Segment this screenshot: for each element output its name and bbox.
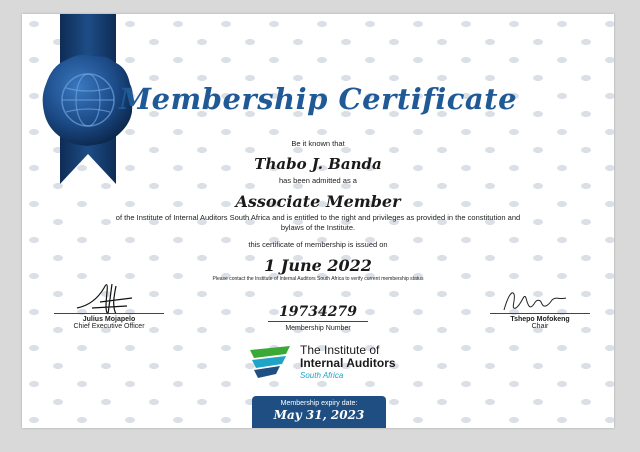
chair-signature-icon — [500, 286, 570, 316]
ceo-signature-icon — [72, 278, 142, 318]
contact-note: Please contact the Institute of Internal Auditors South Africa to verify current membership status — [212, 276, 424, 282]
chair-name: Tshepo Mofokeng — [510, 316, 570, 323]
member-name: Thabo J. Banda — [254, 155, 382, 173]
intro-text: Be it known that — [291, 139, 345, 148]
expiry-label: Membership expiry date: — [280, 400, 358, 407]
issue-date: 1 June 2022 — [264, 256, 372, 275]
membership-number-block — [268, 304, 368, 332]
expiry-date: May 31, 2023 — [273, 408, 365, 422]
institute-line-3: South Africa — [300, 371, 344, 380]
ceo-signature-block — [54, 313, 164, 330]
issued-text: this certificate of membership is issued on — [248, 240, 388, 249]
chair-signature-block — [490, 313, 590, 330]
iia-logo-icon — [246, 340, 296, 380]
certificate-title: Membership Certificate — [118, 82, 518, 116]
ceo-name: Julius Mojapelo — [82, 316, 136, 323]
ceo-role: Chief Executive Officer — [73, 323, 145, 330]
chair-role: Chair — [531, 323, 549, 330]
institute-line-1: The Institute of — [300, 343, 380, 357]
membership-type: Associate Member — [235, 192, 401, 211]
admitted-text: has been admitted as a — [279, 176, 357, 185]
institute-line-2: Internal Auditors — [300, 356, 396, 370]
institute-name — [300, 344, 396, 381]
expiry-badge — [252, 396, 386, 428]
body-line-1: of the Institute of Internal Auditors South Africa and is entitled to the right and privileges as provided in the constitution and — [115, 213, 521, 222]
body-line-2: bylaws of the Institute. — [280, 223, 356, 232]
membership-number: 19734279 — [279, 304, 357, 320]
membership-number-label: Membership Number — [285, 325, 351, 332]
